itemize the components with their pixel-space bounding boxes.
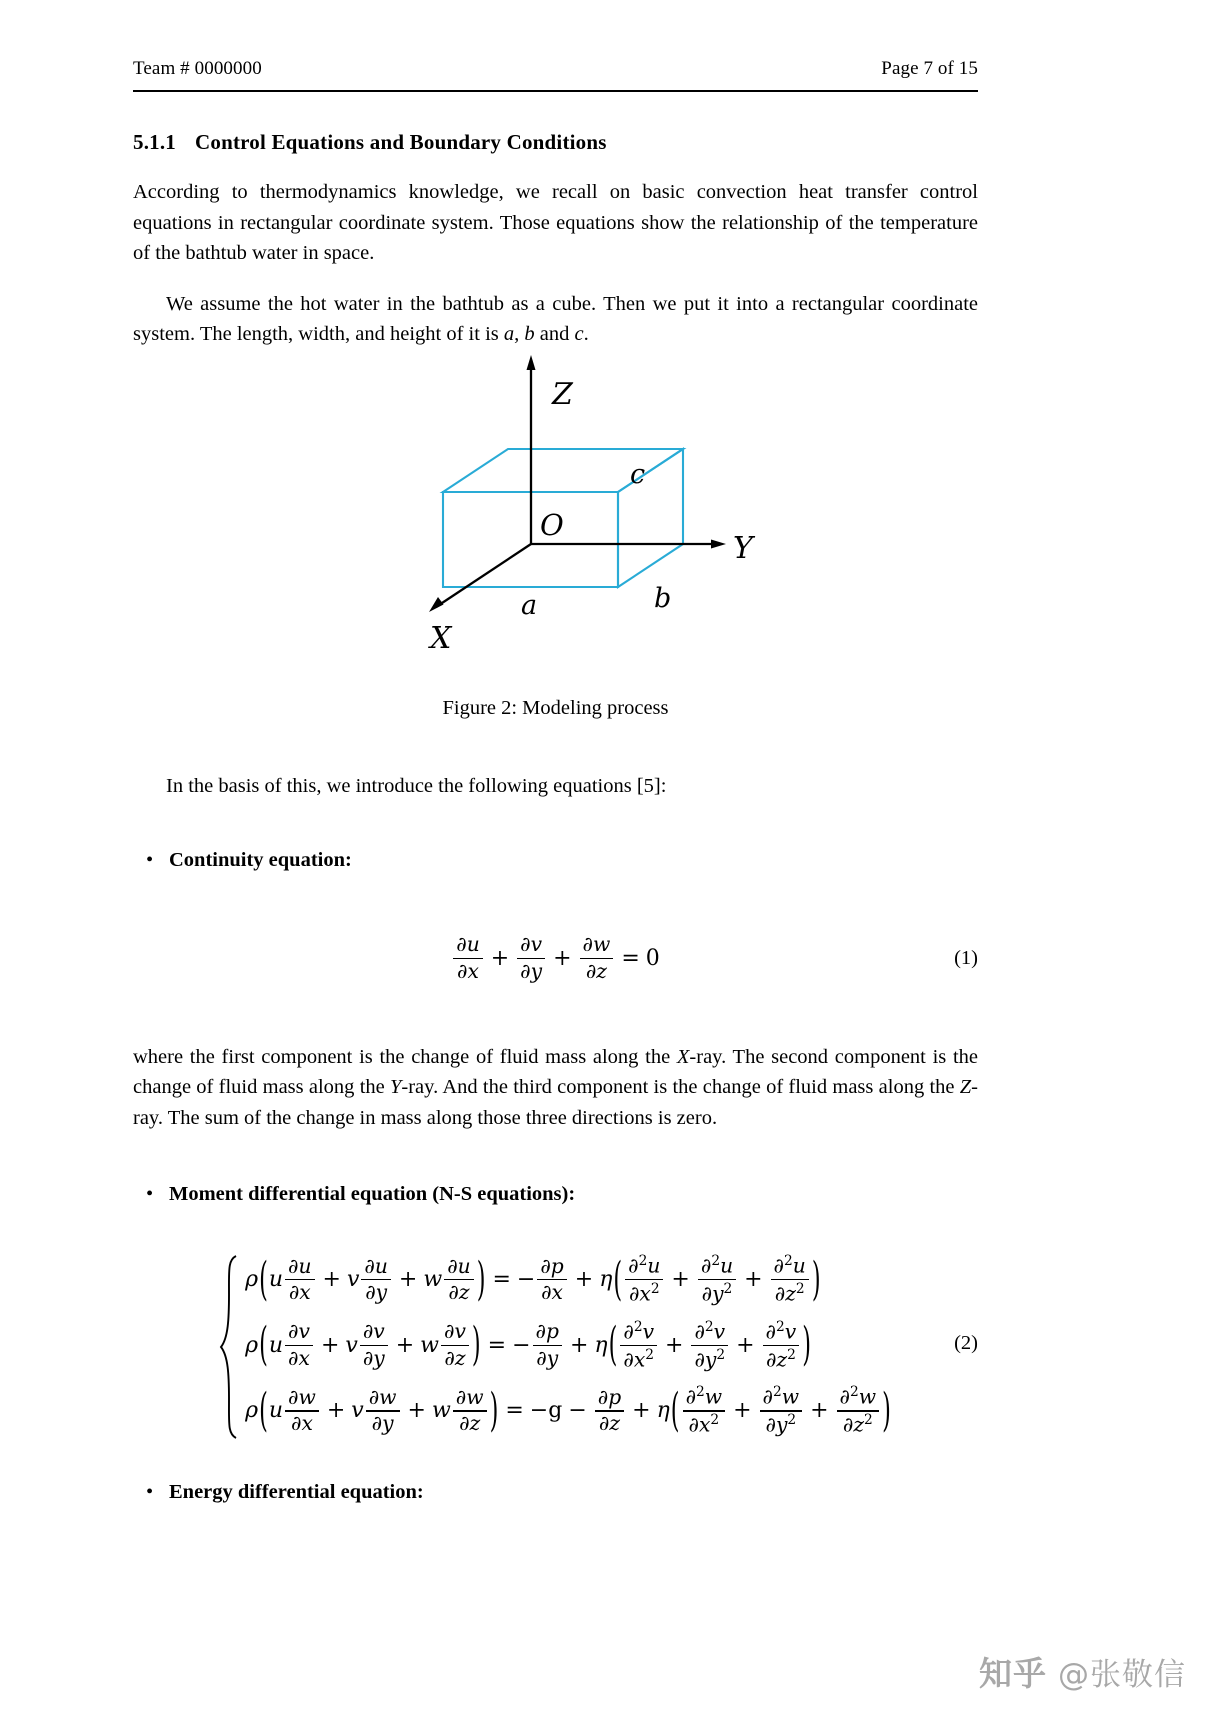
watermark (979, 1648, 1186, 1695)
eq2-r2-rho: ρ (245, 1332, 259, 1358)
header-page-number: Page 7 of 15 (881, 58, 978, 79)
var: v (642, 1319, 655, 1344)
equation-1-row (133, 928, 978, 990)
equations-section (133, 751, 978, 1504)
eq2-r2-paren2-close: ) (802, 1318, 811, 1372)
header-team-id: Team # 0000000 (133, 58, 262, 79)
eq2-r1-c1-frac (285, 1253, 315, 1304)
eq1-rhs: 0 (645, 945, 660, 971)
eq2-r2-paren-close: ) (471, 1318, 481, 1372)
eq2-r2-plus-3: + (569, 1332, 589, 1358)
bullet-moment (133, 1183, 978, 1206)
var-b: b (524, 323, 535, 345)
eq2-r2-c1-frac (285, 1321, 313, 1369)
num (620, 1320, 657, 1344)
eq1-term-1-numerator: ∂u (456, 932, 480, 957)
den: ∂x (541, 1279, 563, 1304)
eq2-r3-v2 (760, 1385, 803, 1437)
partial: ∂x (628, 1281, 651, 1306)
x-axis-line (436, 544, 531, 607)
cube-right-face (618, 449, 683, 587)
var-X: X (676, 1045, 690, 1068)
eq1-term-3-denominator: ∂z (585, 958, 607, 983)
eq1-plus-1: + (490, 945, 510, 971)
num (760, 1385, 803, 1409)
eq2-r1-plus-5: + (744, 1267, 763, 1293)
x-axis-arrow (429, 597, 444, 612)
eq2-r3-plus-3: + (632, 1398, 651, 1424)
eq2-r3-c3-frac (453, 1384, 487, 1436)
eq2-r2-c3-frac (441, 1321, 469, 1369)
header-divider (133, 90, 978, 92)
eq2-r3-c1-coef: u (268, 1398, 284, 1424)
bullet-continuity-label: Continuity equation: (169, 848, 352, 871)
bullet-energy-label: Energy differential equation: (169, 1480, 424, 1503)
var-Z: Z (959, 1076, 972, 1098)
den (686, 1413, 723, 1437)
sup: 2 (650, 1280, 660, 1297)
paragraph-assumption-text-a: We assume the hot water in the bathtub as a cube. Then we put it into a rectangular coordinate system. The length, width, and height of it is (133, 292, 978, 345)
den (699, 1282, 736, 1306)
den (626, 1282, 663, 1306)
partial: ∂ (694, 1319, 705, 1344)
equation-2-row-2 (245, 1320, 892, 1372)
eq1-term-3-numerator: ∂w (582, 932, 611, 957)
partial: ∂ (628, 1253, 639, 1278)
den: ∂x (288, 1345, 310, 1370)
eq2-r2-equals: = (487, 1332, 507, 1358)
eq2-r1-paren2-close: ) (811, 1253, 821, 1307)
eq2-r3-c2-coef: v (351, 1398, 364, 1424)
den (620, 1348, 657, 1372)
eq1-term-1-denominator: ∂x (457, 958, 479, 983)
section-heading (133, 130, 978, 155)
sup: 2 (773, 1384, 782, 1401)
eq2-r1-plus-4: + (671, 1267, 690, 1293)
eq2-r1-press-sign: − (516, 1267, 536, 1293)
eq2-r3-v1 (683, 1385, 726, 1437)
sup: 2 (711, 1253, 721, 1269)
num: ∂v (362, 1319, 385, 1344)
sup: 2 (716, 1346, 726, 1363)
eq1-equals: = (621, 945, 640, 971)
partial: ∂y (765, 1412, 788, 1437)
partial: ∂ (762, 1384, 774, 1409)
partial: ∂y (694, 1347, 717, 1372)
var: w (704, 1384, 723, 1409)
num: ∂p (535, 1319, 559, 1344)
eq2-r1-c3-coef: w (423, 1267, 443, 1293)
eq2-r1-v1 (625, 1254, 663, 1306)
eq2-r3-paren2-open: ( (670, 1384, 680, 1438)
z-axis-arrow (527, 355, 536, 370)
label-z: Z (552, 377, 573, 412)
system-brace-icon (219, 1254, 239, 1437)
partial: ∂z (842, 1412, 864, 1437)
bullet-continuity (133, 849, 978, 872)
equation-2-row-3 (245, 1385, 892, 1437)
num: ∂v (288, 1319, 310, 1344)
var: w (858, 1384, 877, 1409)
eq2-r1-v3 (771, 1254, 809, 1306)
partial: ∂ (623, 1319, 634, 1344)
sup: 2 (704, 1318, 714, 1335)
eq2-r3-paren-close: ) (489, 1384, 499, 1438)
eq1-term-3 (580, 934, 614, 982)
eq2-r1-plus-3: + (574, 1267, 594, 1293)
sup: 2 (776, 1318, 785, 1335)
num: ∂v (444, 1319, 466, 1344)
eq2-r2-press-sign: − (512, 1332, 531, 1358)
eq2-r3-press-frac (595, 1384, 624, 1436)
eq2-r1-paren-close: ) (476, 1253, 486, 1307)
explain-text-c: -ray. And the third component is the change of fluid mass along the (401, 1076, 960, 1098)
partial: ∂ (700, 1253, 712, 1278)
partial: ∂x (623, 1347, 646, 1372)
label-x: X (430, 621, 452, 656)
eq2-r3-c3-coef: w (431, 1398, 451, 1424)
den: ∂y (365, 1279, 388, 1304)
eq2-r2-plus-2: + (395, 1332, 415, 1358)
eq2-r3-gravity: −g (529, 1398, 563, 1424)
sup: 2 (645, 1346, 654, 1363)
sup: 2 (787, 1412, 797, 1429)
figure-2 (133, 352, 978, 752)
paragraph-assumption-text-c: and (534, 323, 575, 345)
equation-2-rows (245, 1254, 892, 1437)
den: ∂y (536, 1345, 559, 1370)
eq2-r3-c1-frac (285, 1384, 319, 1436)
den: ∂z (459, 1411, 481, 1436)
equation-1 (451, 934, 660, 982)
den (762, 1413, 799, 1437)
eq2-r2-paren2-open: ( (608, 1318, 618, 1372)
partial: ∂x (688, 1412, 711, 1437)
paragraph-intro: According to thermodynamics knowledge, we recall on basic convection heat transfer control equations in rectangular coordinate system. Those equations show the relationship of the temperature of the bathtub water in space. (133, 181, 978, 264)
num: ∂w (288, 1384, 316, 1409)
cube-diagram (388, 352, 788, 667)
bullet-energy (133, 1481, 978, 1504)
var: u (647, 1253, 661, 1278)
watermark-username: @张敬信 (1058, 1657, 1186, 1693)
eq2-r1-equals: = (492, 1267, 511, 1293)
eq2-r2-c3-coef: w (420, 1332, 439, 1358)
label-origin: O (540, 508, 564, 542)
section-number: 5.1.1 (133, 130, 176, 154)
eq1-plus-2: + (553, 945, 572, 971)
sup: 2 (787, 1346, 796, 1363)
eq2-r2-c2-frac (360, 1321, 388, 1369)
figure-caption: Figure 2: Modeling process (442, 697, 669, 719)
num (771, 1254, 809, 1278)
bullet-marker-icon: • (146, 1480, 154, 1503)
var-a: a (503, 323, 515, 345)
num (625, 1254, 663, 1278)
eq2-r2-plus-4: + (665, 1332, 684, 1358)
var: w (781, 1384, 800, 1409)
sup: 2 (795, 1280, 805, 1297)
eq2-r3-plus-4: + (733, 1398, 752, 1424)
var: v (784, 1319, 797, 1344)
partial: ∂z (774, 1281, 796, 1306)
eq2-r3-c2-frac (366, 1384, 400, 1436)
eq2-r3-minus: − (568, 1398, 587, 1424)
sup: 2 (696, 1384, 705, 1401)
den: ∂x (288, 1279, 311, 1304)
partial: ∂z (765, 1347, 788, 1372)
label-y: Y (733, 531, 753, 566)
eq2-r1-paren2-open: ( (613, 1253, 623, 1307)
eq2-r2-plus-1: + (320, 1332, 340, 1358)
partial: ∂y (701, 1281, 724, 1306)
eq2-r1-plus-2: + (398, 1267, 418, 1293)
den: ∂z (444, 1345, 466, 1370)
den (772, 1282, 808, 1306)
paragraph-assumption-text-d: . (583, 323, 589, 345)
eq2-r1-eta: η (599, 1267, 613, 1293)
var: u (720, 1253, 734, 1278)
num (691, 1320, 728, 1344)
eq2-r3-paren-open: ( (259, 1384, 268, 1438)
sup: 2 (784, 1253, 793, 1269)
explain-text-d: -ray. The sum of the change in mass along those three directions is zero. (133, 1076, 978, 1129)
label-b: b (654, 583, 672, 614)
den (840, 1413, 876, 1437)
eq2-r1-plus-1: + (322, 1267, 341, 1293)
axis-arrowheads (429, 355, 726, 612)
eq2-r3-plus-2: + (407, 1398, 426, 1424)
label-a: a (521, 590, 538, 621)
var: v (713, 1319, 726, 1344)
eq1-term-2-denominator: ∂y (520, 958, 543, 983)
sup: 2 (850, 1384, 859, 1401)
sup: 2 (710, 1412, 720, 1429)
den: ∂y (371, 1411, 394, 1436)
den (763, 1348, 799, 1372)
num: ∂p (540, 1253, 564, 1278)
num: ∂w (455, 1384, 484, 1409)
num (837, 1385, 880, 1409)
sup: 2 (723, 1280, 733, 1297)
eq2-r3-equals: = (505, 1398, 524, 1424)
eq2-r3-plus-1: + (326, 1398, 346, 1424)
den: ∂z (448, 1279, 470, 1304)
var-c: c (574, 323, 584, 345)
eq2-r1-paren-open: ( (259, 1253, 268, 1307)
sup: 2 (633, 1318, 643, 1335)
den (691, 1348, 728, 1372)
explain-text-a: where the first component is the change of fluid mass along the (133, 1045, 677, 1068)
page-header (133, 58, 978, 80)
num (763, 1320, 800, 1344)
eq2-r3-eta: η (656, 1398, 670, 1424)
label-c: c (630, 459, 646, 490)
document-body (133, 130, 978, 350)
partial: ∂ (773, 1253, 785, 1278)
eq2-r2-v3 (763, 1320, 800, 1372)
eq2-r2-eta: η (594, 1332, 608, 1358)
eq2-r2-paren-open: ( (259, 1318, 268, 1372)
equation-2-row-1 (245, 1254, 892, 1306)
eq2-r1-c3-frac (444, 1253, 474, 1304)
den: ∂y (362, 1345, 385, 1370)
equation-2-row (133, 1254, 978, 1437)
eq2-r2-c1-coef: u (268, 1332, 284, 1358)
eq2-r3-rho: ρ (245, 1398, 259, 1424)
y-axis-arrow (711, 540, 726, 549)
eq2-r1-c2-coef: v (346, 1267, 360, 1293)
num: ∂p (597, 1384, 622, 1409)
den: ∂z (598, 1411, 621, 1436)
eq2-r2-plus-5: + (736, 1332, 755, 1358)
eq2-r1-press-frac (537, 1253, 566, 1304)
eq2-r1-c2-frac (361, 1253, 391, 1304)
den: ∂x (290, 1411, 313, 1436)
paragraph-assumption-text-b: , (514, 323, 525, 345)
eq2-r2-v2 (691, 1320, 728, 1372)
partial: ∂ (765, 1319, 777, 1344)
num: ∂u (447, 1253, 471, 1278)
bullet-marker-icon: • (146, 1183, 154, 1205)
eq2-r2-v1 (620, 1320, 657, 1372)
num (698, 1254, 736, 1278)
equation-2-system (219, 1254, 892, 1437)
num: ∂u (288, 1253, 312, 1278)
paragraph-assumption (133, 289, 978, 350)
bullet-moment-label: Moment differential equation (N-S equations): (169, 1183, 576, 1205)
explain-text-b: -ray. The second component is the change of fluid mass along the (133, 1045, 978, 1098)
coordinate-axes (436, 362, 718, 607)
bullet-marker-icon: • (146, 848, 154, 871)
paragraph-explain-components (133, 1042, 978, 1134)
eq2-r1-v2 (698, 1254, 736, 1306)
eq2-r3-v3 (837, 1385, 880, 1437)
eq1-term-1 (453, 934, 483, 982)
sup: 2 (638, 1253, 648, 1269)
eq2-r2-c2-coef: v (345, 1332, 358, 1358)
equation-2-tag: (2) (954, 1332, 978, 1354)
var: u (792, 1253, 806, 1278)
num (683, 1385, 726, 1409)
paragraph-intro-equations: In the basis of this, we introduce the following equations [5]: (166, 775, 667, 797)
eq2-r2-press-frac (533, 1321, 562, 1369)
eq1-term-2 (517, 934, 545, 982)
zhihu-logo-icon: 知乎 (979, 1654, 1047, 1693)
partial: ∂ (685, 1384, 697, 1409)
num: ∂u (364, 1253, 388, 1278)
partial: ∂ (839, 1384, 850, 1409)
eq2-r1-c1-coef: u (268, 1267, 284, 1293)
var-Y: Y (390, 1076, 402, 1098)
eq1-term-2-numerator: ∂v (520, 932, 543, 957)
sup: 2 (863, 1412, 873, 1429)
num: ∂w (368, 1384, 397, 1409)
section-title: Control Equations and Boundary Conditions (195, 130, 607, 154)
eq2-r3-plus-5: + (810, 1398, 829, 1424)
eq2-r1-rho: ρ (245, 1267, 259, 1293)
eq2-r3-paren2-close: ) (882, 1384, 891, 1438)
equation-1-tag: (1) (954, 947, 978, 969)
cube-top-face (443, 449, 683, 492)
